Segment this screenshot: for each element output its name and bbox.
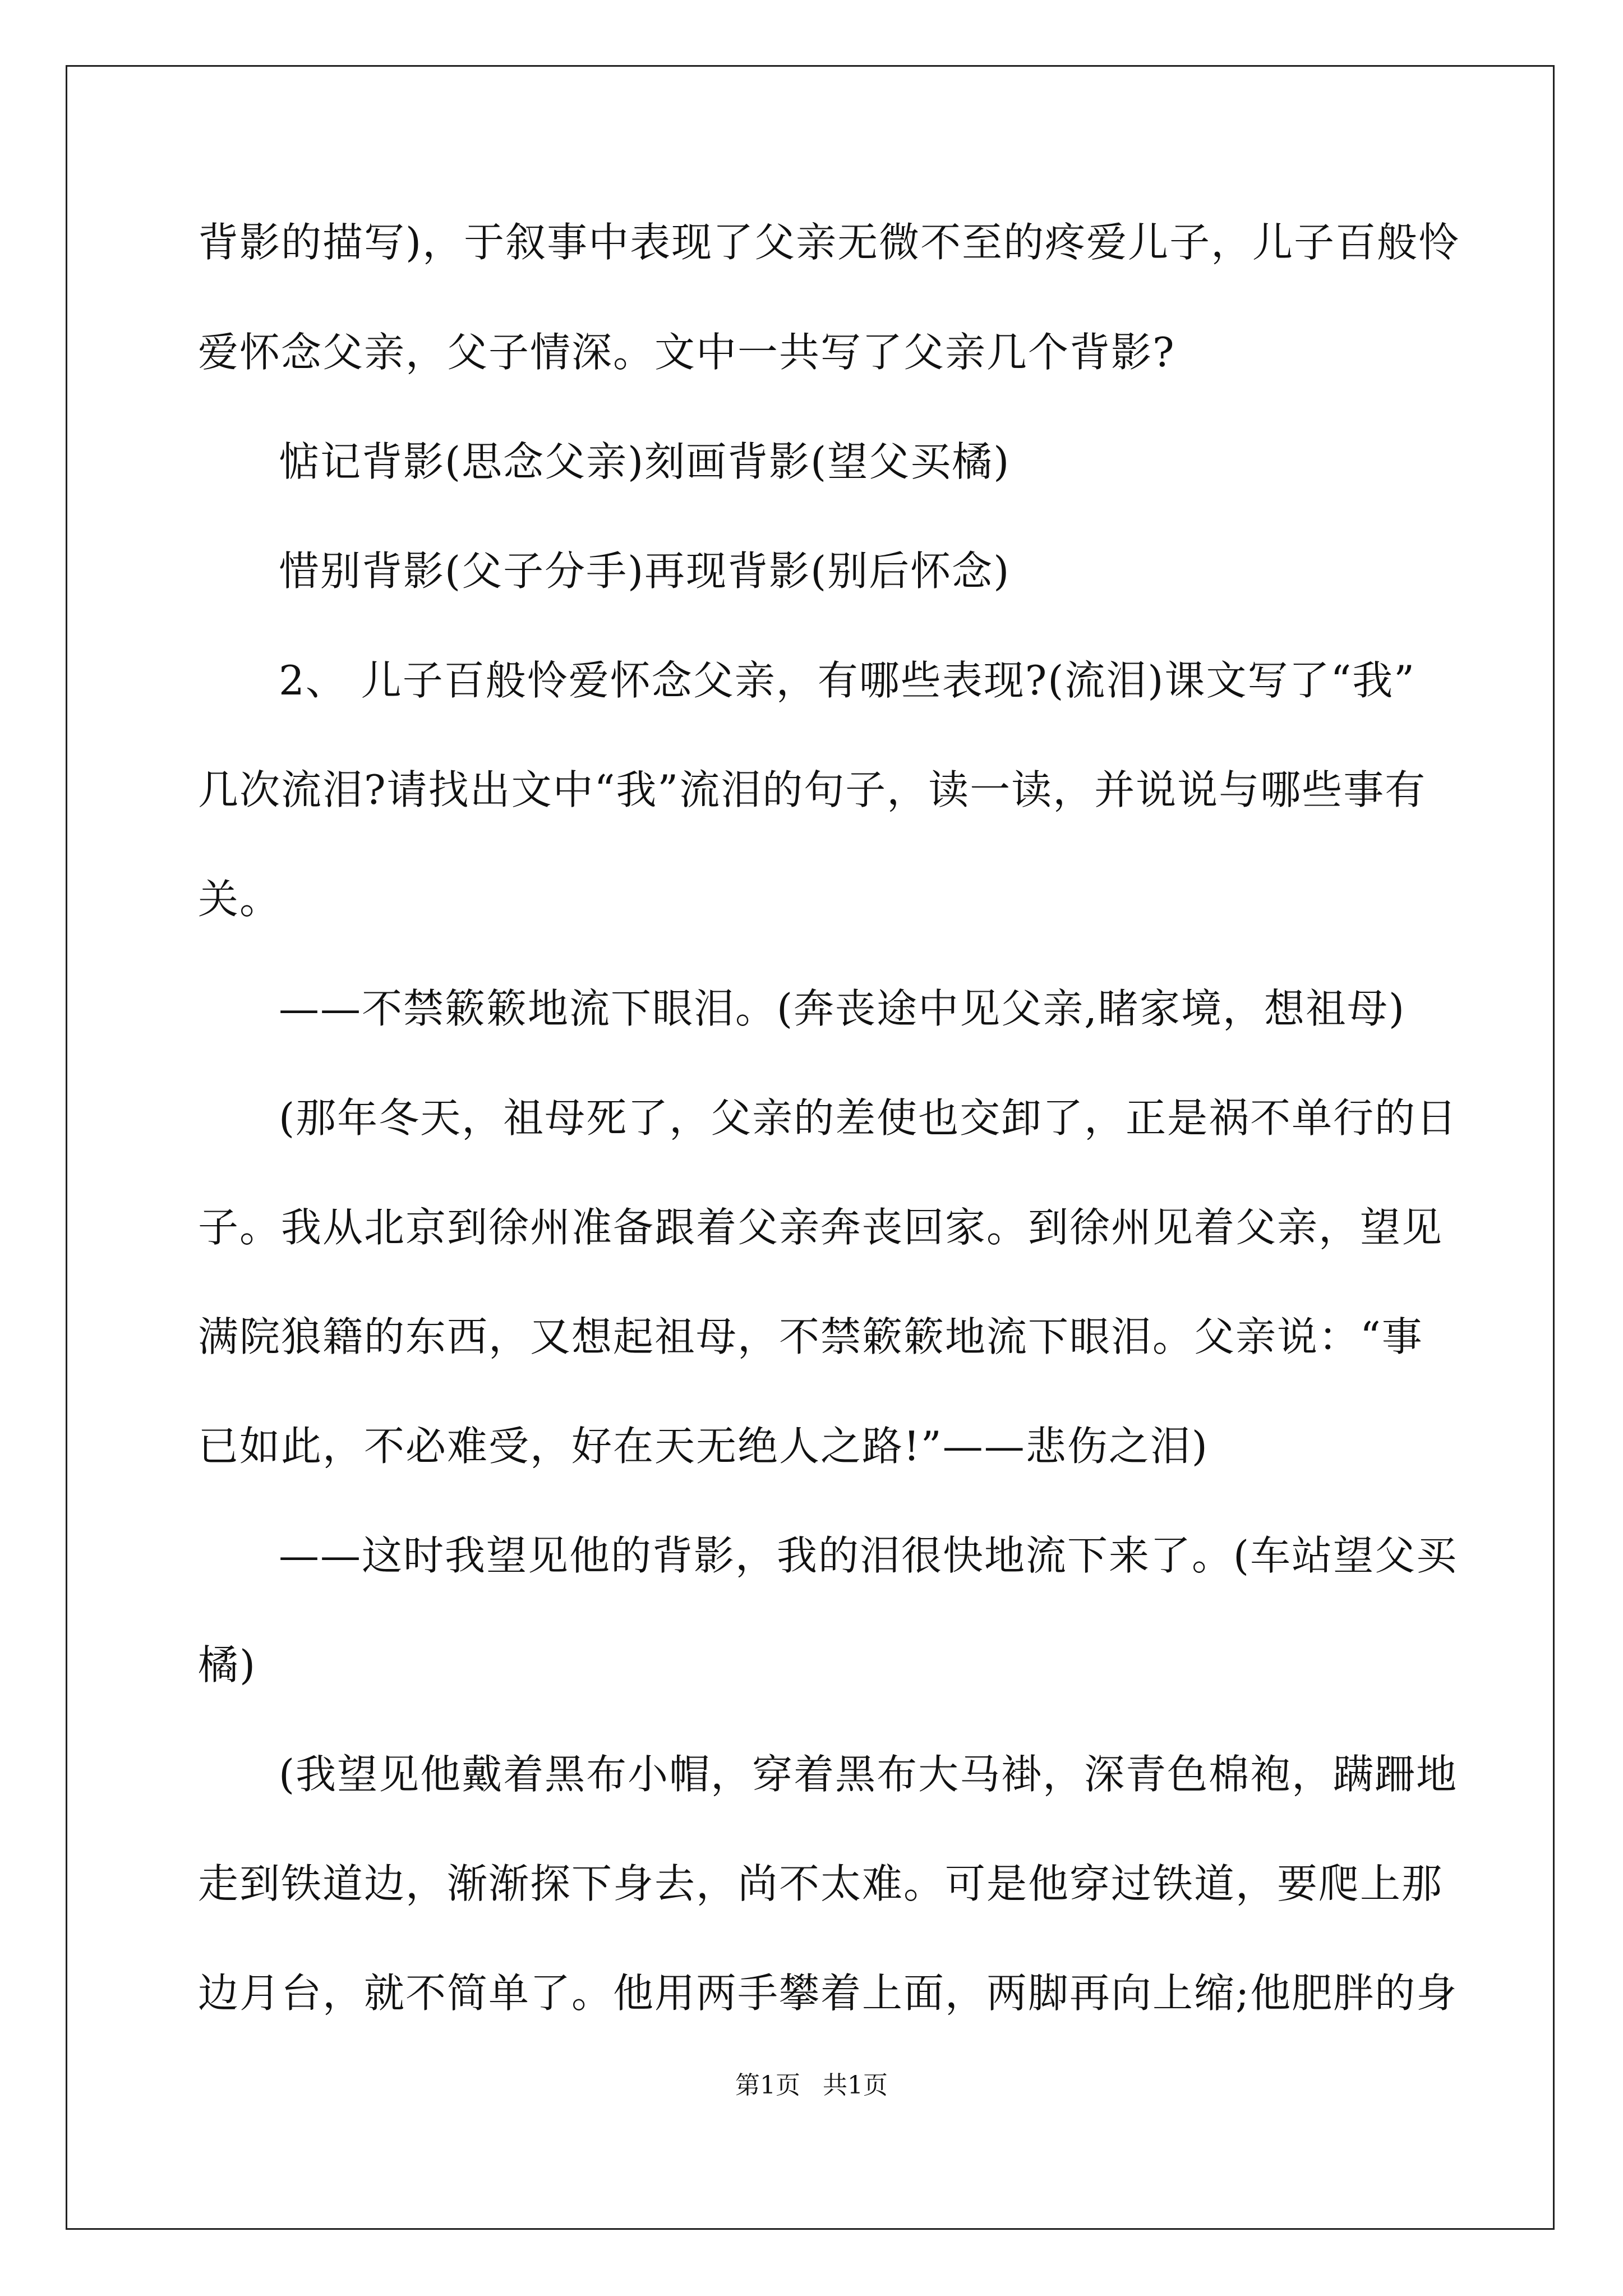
text-line: 几次流泪?请找出文中“我”流泪的句子，读一读，并说说与哪些事有 — [198, 766, 1427, 813]
text-line: 走到铁道边，渐渐探下身去，尚不太难。可是他穿过铁道，要爬上那 — [198, 1860, 1444, 1907]
text-line: 2、 儿子百般怜爱怀念父亲，有哪些表现?(流泪)课文写了“我” — [279, 657, 1416, 704]
text-line: ——不禁簌簌地流下眼泪。(奔丧途中见父亲,睹家境，想祖母) — [279, 985, 1406, 1032]
text-line: ——这时我望见他的背影，我的泪很快地流下来了。(车站望父买 — [279, 1532, 1458, 1579]
page-footer — [0, 2069, 1623, 2102]
text-line: (我望见他戴着黑布小帽，穿着黑布大马褂，深青色棉袍，蹒跚地 — [279, 1751, 1458, 1798]
text-line: 背影的描写)，于叙事中表现了父亲无微不至的疼爱儿子，儿子百般怜 — [198, 219, 1460, 266]
text-line: 橘) — [198, 1641, 257, 1688]
text-line: 爱怀念父亲，父子情深。文中一共写了父亲几个背影? — [198, 329, 1175, 376]
text-line: 子。我从北京到徐州准备跟着父亲奔丧回家。到徐州见着父亲，望见 — [198, 1204, 1444, 1251]
page-total: 共1页 — [823, 2071, 888, 2100]
text-line: 边月台，就不简单了。他用两手攀着上面，两脚再向上缩;他肥胖的身 — [198, 1970, 1458, 2017]
text-line: 满院狼籍的东西，又想起祖母，不禁簌簌地流下眼泪。父亲说：“事 — [198, 1313, 1423, 1360]
text-line: 关。 — [198, 876, 282, 923]
text-line: 惦记背影(思念父亲)刻画背影(望父买橘) — [279, 438, 1011, 485]
text-line: 惜别背影(父子分手)再现背影(别后怀念) — [279, 547, 1011, 595]
text-line: 已如此，不必难受，好在天无绝人之路!”——悲伤之泪) — [198, 1423, 1209, 1470]
text-line: (那年冬天，祖母死了，父亲的差使也交卸了，正是祸不单行的日 — [279, 1094, 1458, 1142]
page-number: 第1页 — [735, 2071, 800, 2100]
